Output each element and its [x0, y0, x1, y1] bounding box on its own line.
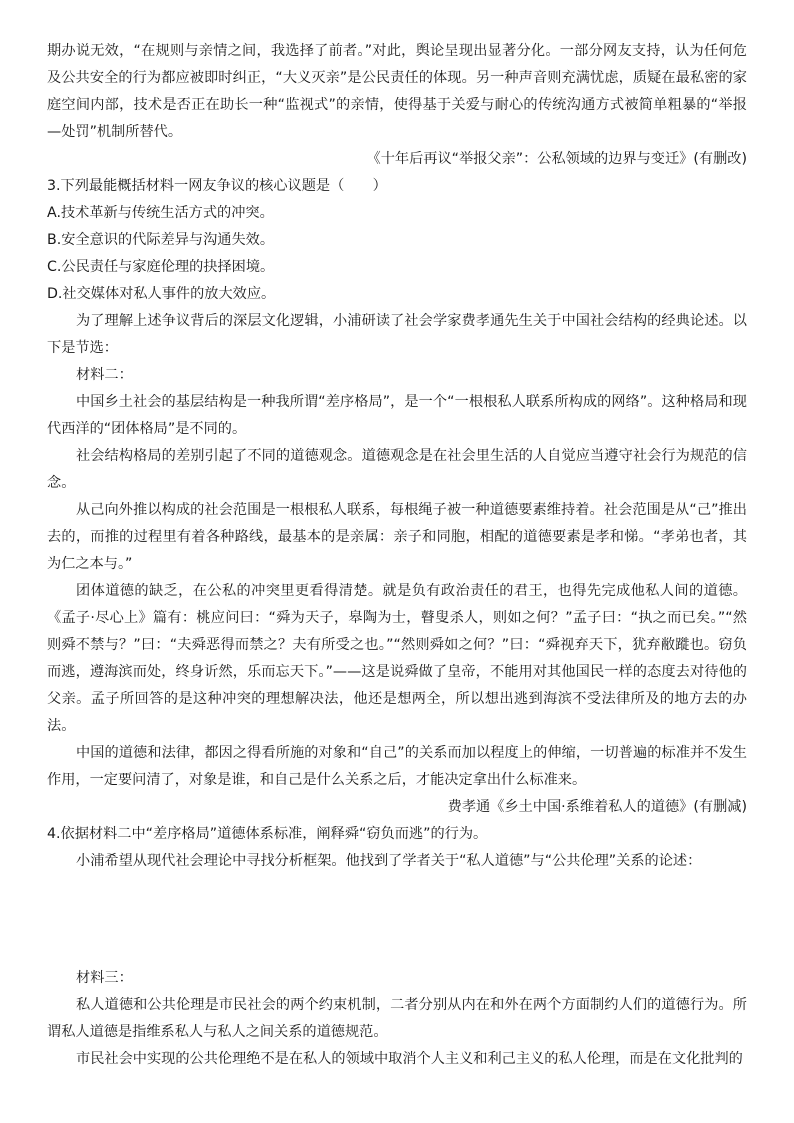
material2-paragraph: 从己向外推以构成的社会范围是一根根私人联系，每根绳子被一种道德要素维持着。社会范围是从“己”推出去的，而推的过程里有着各种路线，最基本的是亲属：亲子和同胞，相配的道德要素是孝和悌。“孝弟也者，其为仁之本与。” [47, 502, 747, 572]
material3-label: 材料三： [76, 970, 133, 986]
question-4: 4.依据材料二中“差序格局”道德体系标准，阐释舜“窃负而逃”的行为。 [47, 826, 488, 842]
material2-paragraph: 中国乡土社会的基层结构是一种我所谓“差序格局”，是一个“一根根私人联系所构成的网络”。这种格局和现代西洋的“团体格局”是不同的。 [47, 394, 747, 437]
material2-paragraph: 中国的道德和法律，都因之得看所施的对象和“自己”的关系而加以程度上的伸缩，一切普遍的标准并不发生作用，一定要问清了，对象是谁，和自己是什么关系之后，才能决定拿出什么标准来。 [47, 745, 747, 788]
material1-tail-paragraph: 期办说无效，“在规则与亲情之间，我选择了前者。”对此，舆论呈现出显著分化。一部分网友支持，认为任何危及公共安全的行为都应被即时纠正，“大义灭亲”是公民责任的体现。另一种声音则充满忧虑，质疑在最私密的家庭空间内部，技术是否正在助长一种“监视式”的亲情，使得基于关爱与耐心的传统沟通方式被简单粗暴的“举报—处罚”机制所替代。 [47, 43, 747, 140]
answer-space [47, 875, 747, 965]
source-citation-2: 费孝通《乡土中国·系维着私人的道德》(有删减) [447, 799, 747, 815]
source-citation-1: 《十年后再议“举报父亲”：公私领域的边界与变迁》(有删改) [366, 151, 747, 167]
material3-paragraph: 私人道德和公共伦理是市民社会的两个约束机制，二者分别从内在和外在两个方面制约人们的道德行为。所谓私人道德是指维系私人与私人之间关系的道德规范。 [47, 997, 747, 1040]
option-c: C.公民责任与家庭伦理的抉择困境。 [47, 259, 275, 275]
material2-paragraph: 团体道德的缺乏，在公私的冲突里更看得清楚。就是负有政治责任的君王，也得先完成他私人间的道德。《孟子·尽心上》篇有：桃应问曰：“舜为天子，皋陶为士，瞽叟杀人，则如之何？”孟子曰：“执之而已矣。”“然则舜不禁与？”曰：“夫舜恶得而禁之？夫有所受之也。”“然则舜如之何？”曰：“舜视弃天下，犹弃敝蹝也。窃负而逃，遵海滨而处，终身䜣然，乐而忘天下。”——这是说舜做了皇帝，不能用对其他国民一样的态度去对待他的父亲。孟子所回答的是这种冲突的理想解决法，他还是想两全，所以想出逃到海滨不受法律所及的地方去的办法。 [47, 583, 747, 734]
material3-intro: 小浦希望从现代社会理论中寻找分析框架。他找到了学者关于“私人道德”与“公共伦理”关系的论述： [76, 853, 702, 869]
option-d: D.社交媒体对私人事件的放大效应。 [47, 286, 276, 302]
material3-paragraph: 市民社会中实现的公共伦理绝不是在私人的领域中取消个人主义和利己主义的私人伦理，而是在文化批判的 [76, 1051, 743, 1067]
material2-label: 材料二： [76, 367, 133, 383]
option-a: A.技术革新与传统生活方式的冲突。 [47, 205, 274, 221]
material2-intro: 为了理解上述争议背后的深层文化逻辑，小浦研读了社会学家费孝通先生关于中国社会结构的经典论述。以下是节选： [47, 313, 747, 356]
option-b: B.安全意识的代际差异与沟通失效。 [47, 232, 275, 248]
material2-paragraph: 社会结构格局的差别引起了不同的道德观念。道德观念是在社会里生活的人自觉应当遵守社会行为规范的信念。 [47, 448, 747, 491]
document-page [47, 0, 747, 1073]
question-3-stem: 3.下列最能概括材料一网友争议的核心议题是（ ） [47, 178, 387, 194]
